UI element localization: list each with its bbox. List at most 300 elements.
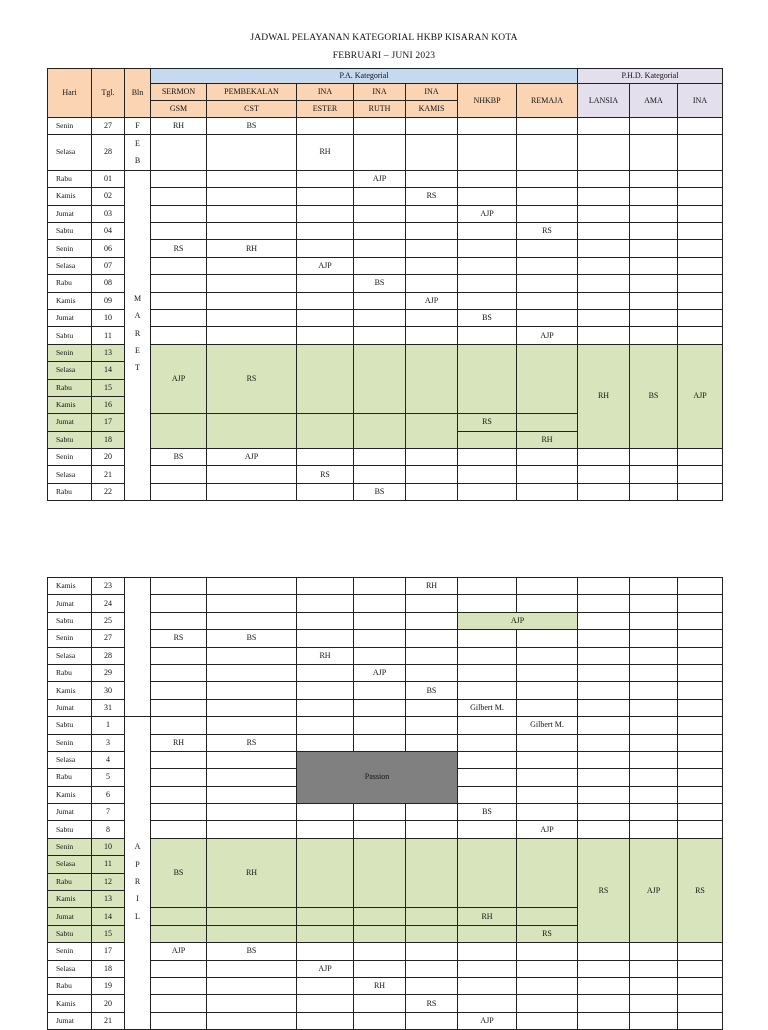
date-cell: 15 (92, 925, 125, 942)
month-letter: A (134, 842, 141, 852)
day-cell: Rabu (48, 873, 92, 890)
nhkbp-cell (458, 275, 517, 292)
ina-ruth-cell (354, 240, 406, 257)
ina-ester-cell: AJP (297, 960, 354, 977)
ama-cell (630, 578, 678, 595)
col-header-ina-ester-1: INA (297, 84, 354, 101)
ina-ruth-cell (354, 647, 406, 664)
ina-ester-cell (297, 977, 354, 994)
day-cell: Senin (48, 344, 92, 361)
ina-ester-cell (297, 925, 354, 942)
ina-ruth-cell (354, 734, 406, 751)
ina-phd-cell (678, 222, 723, 239)
sermon-gsm-cell (151, 188, 207, 205)
lansia-cell (578, 309, 630, 326)
nhkbp-cell (458, 630, 517, 647)
col-header-sermon-2: GSM (151, 101, 207, 118)
sermon-gsm-cell (151, 578, 207, 595)
sermon-gsm-cell (151, 595, 207, 612)
sermon-gsm-cell (151, 257, 207, 274)
ina-ester-cell (297, 664, 354, 681)
remaja-cell (517, 751, 578, 768)
day-cell: Senin (48, 943, 92, 960)
remaja-cell (517, 734, 578, 751)
passion-block: Passion (297, 751, 458, 803)
ina-ruth-cell (354, 612, 406, 629)
ina-ruth-cell (354, 630, 406, 647)
date-cell: 13 (92, 891, 125, 908)
ina-phd-cell (678, 995, 723, 1012)
pembekalan-cst-cell (207, 595, 297, 612)
day-cell: Jumat (48, 804, 92, 821)
month-label-cell (125, 717, 151, 1030)
ina-kamis-cell (406, 664, 458, 681)
pembekalan-cst-cell (207, 1012, 297, 1029)
remaja-cell (517, 995, 578, 1012)
ina-ruth-cell: AJP (354, 170, 406, 187)
remaja-cell (517, 578, 578, 595)
date-cell: 08 (92, 275, 125, 292)
ina-kamis-cell (406, 309, 458, 326)
lansia-cell (578, 682, 630, 699)
col-header-ama: AMA (630, 84, 678, 118)
ina-kamis-cell (406, 734, 458, 751)
sermon-gsm-cell: BS (151, 449, 207, 466)
month-letter: E (135, 139, 140, 148)
ina-phd-cell (678, 327, 723, 344)
schedule-subtitle: FEBRUARI – JUNI 2023 (332, 51, 436, 61)
ina-ester-cell: AJP (297, 257, 354, 274)
ina-ruth-cell (354, 838, 406, 908)
sermon-gsm-cell (151, 977, 207, 994)
date-cell: 06 (92, 240, 125, 257)
pembekalan-cst-cell (207, 977, 297, 994)
nhkbp-cell (458, 943, 517, 960)
nhkbp-cell (458, 821, 517, 838)
lansia-cell (578, 943, 630, 960)
remaja-cell: RS (517, 925, 578, 942)
remaja-cell (517, 205, 578, 222)
ama-cell (630, 483, 678, 500)
lansia-cell (578, 327, 630, 344)
col-header-ina-ruth-1: INA (354, 84, 406, 101)
remaja-cell (517, 170, 578, 187)
lansia-cell (578, 647, 630, 664)
ina-kamis-cell: RS (406, 995, 458, 1012)
lansia-cell (578, 188, 630, 205)
ina-phd-cell (678, 275, 723, 292)
pembekalan-cst-cell: BS (207, 943, 297, 960)
sermon-gsm-cell (151, 327, 207, 344)
ina-phd-cell (678, 717, 723, 734)
day-cell: Rabu (48, 769, 92, 786)
ina-kamis-cell (406, 612, 458, 629)
day-cell: Jumat (48, 908, 92, 925)
pembekalan-cst-cell: RS (207, 734, 297, 751)
schedule-table-feb-mar (47, 68, 723, 501)
lansia-cell (578, 804, 630, 821)
nhkbp-cell (458, 995, 517, 1012)
ama-cell (630, 466, 678, 483)
ina-kamis-cell (406, 344, 458, 414)
col-header-remaja: REMAJA (517, 84, 578, 118)
ina-ruth-cell: BS (354, 483, 406, 500)
nhkbp-cell (458, 449, 517, 466)
day-cell: Selasa (48, 960, 92, 977)
ina-ruth-cell (354, 449, 406, 466)
lansia-cell: RH (578, 344, 630, 448)
table-row (48, 135, 723, 171)
ina-phd-cell (678, 699, 723, 716)
remaja-cell (517, 1012, 578, 1029)
remaja-cell (517, 449, 578, 466)
lansia-cell (578, 578, 630, 595)
ina-ruth-cell: RH (354, 977, 406, 994)
remaja-cell (517, 977, 578, 994)
remaja-cell (517, 838, 578, 908)
lansia-cell (578, 170, 630, 187)
pembekalan-cst-cell (207, 222, 297, 239)
remaja-cell (517, 414, 578, 431)
nhkbp-cell (458, 751, 517, 768)
sermon-gsm-cell (151, 682, 207, 699)
remaja-cell (517, 769, 578, 786)
day-cell: Senin (48, 118, 92, 135)
ina-ester-cell: RH (297, 647, 354, 664)
nhkbp-cell: BS (458, 804, 517, 821)
ina-kamis-cell (406, 1012, 458, 1029)
schedule-title: JADWAL PELAYANAN KATEGORIAL HKBP KISARAN KOTA (250, 33, 518, 43)
ama-cell (630, 257, 678, 274)
day-cell: Jumat (48, 205, 92, 222)
ina-ester-cell (297, 734, 354, 751)
day-cell: Senin (48, 838, 92, 855)
col-header-ina-ruth-2: RUTH (354, 101, 406, 118)
day-cell: Jumat (48, 1012, 92, 1029)
pembekalan-cst-cell (207, 682, 297, 699)
day-cell: Selasa (48, 751, 92, 768)
remaja-cell (517, 344, 578, 414)
ina-ruth-cell (354, 188, 406, 205)
table-row (48, 118, 723, 135)
ina-ruth-cell (354, 205, 406, 222)
ina-ruth-cell (354, 925, 406, 942)
nhkbp-cell (458, 431, 517, 448)
ama-cell (630, 222, 678, 239)
date-cell: 1 (92, 717, 125, 734)
ina-phd-cell (678, 682, 723, 699)
month-letter: R (134, 328, 141, 338)
remaja-cell (517, 786, 578, 803)
col-header-ina: INA (678, 84, 723, 118)
ina-phd-cell (678, 943, 723, 960)
day-cell: Selasa (48, 647, 92, 664)
ina-ester-cell (297, 344, 354, 414)
day-cell: Rabu (48, 483, 92, 500)
day-cell: Senin (48, 240, 92, 257)
nhkbp-cell (458, 327, 517, 344)
ina-ruth-cell (354, 804, 406, 821)
pembekalan-cst-cell: RS (207, 344, 297, 414)
date-cell: 14 (92, 362, 125, 379)
sermon-gsm-cell: RH (151, 118, 207, 135)
date-cell: 14 (92, 908, 125, 925)
day-cell: Kamis (48, 682, 92, 699)
pembekalan-cst-cell (207, 925, 297, 942)
pembekalan-cst-cell (207, 647, 297, 664)
sermon-gsm-cell: AJP (151, 943, 207, 960)
ina-ruth-cell (354, 344, 406, 414)
lansia-cell (578, 612, 630, 629)
col-header-bln: Bln (125, 69, 151, 118)
ina-ester-cell (297, 483, 354, 500)
pembekalan-cst-cell: AJP (207, 449, 297, 466)
pembekalan-cst-cell (207, 612, 297, 629)
month-label-cell (125, 578, 151, 717)
date-cell: 20 (92, 995, 125, 1012)
sermon-gsm-cell (151, 466, 207, 483)
sermon-gsm-cell (151, 170, 207, 187)
pembekalan-cst-cell: RH (207, 838, 297, 908)
ina-phd-cell (678, 960, 723, 977)
ina-phd-cell (678, 118, 723, 135)
lansia-cell (578, 769, 630, 786)
ina-ester-cell (297, 699, 354, 716)
pembekalan-cst-cell (207, 257, 297, 274)
lansia-cell (578, 466, 630, 483)
remaja-cell (517, 960, 578, 977)
ina-phd-cell (678, 309, 723, 326)
ina-ruth-cell (354, 682, 406, 699)
day-cell: Jumat (48, 595, 92, 612)
ina-kamis-cell (406, 222, 458, 239)
remaja-cell: AJP (517, 821, 578, 838)
nhkbp-cell (458, 960, 517, 977)
lansia-cell (578, 449, 630, 466)
lansia-cell (578, 240, 630, 257)
col-group-phd: P.H.D. Kategorial (578, 69, 723, 84)
schedule-table-mar-apr (47, 577, 723, 1030)
sermon-gsm-cell (151, 205, 207, 222)
nhkbp-cell: Gilbert M. (458, 699, 517, 716)
nhkbp-cell (458, 925, 517, 942)
ina-phd-cell (678, 630, 723, 647)
remaja-cell (517, 275, 578, 292)
day-cell: Sabtu (48, 612, 92, 629)
day-cell: Kamis (48, 891, 92, 908)
remaja-cell (517, 135, 578, 171)
date-cell: 8 (92, 821, 125, 838)
date-cell: 03 (92, 205, 125, 222)
ina-kamis-cell (406, 699, 458, 716)
ina-kamis-cell (406, 647, 458, 664)
lansia-cell (578, 664, 630, 681)
sermon-gsm-cell: AJP (151, 344, 207, 414)
ina-ruth-cell (354, 135, 406, 171)
ina-kamis-cell (406, 257, 458, 274)
nhkbp-remaja-merged-cell: AJP (458, 612, 578, 629)
ina-phd-cell (678, 804, 723, 821)
ina-kamis-cell (406, 170, 458, 187)
ina-phd-cell (678, 292, 723, 309)
remaja-cell (517, 682, 578, 699)
date-cell: 13 (92, 344, 125, 361)
date-cell: 3 (92, 734, 125, 751)
pembekalan-cst-cell (207, 786, 297, 803)
ina-ester-cell (297, 943, 354, 960)
ina-ruth-cell (354, 717, 406, 734)
nhkbp-cell (458, 682, 517, 699)
ama-cell (630, 977, 678, 994)
nhkbp-cell (458, 240, 517, 257)
ina-ester-cell: RS (297, 466, 354, 483)
lansia-cell: RS (578, 838, 630, 942)
ina-ester-cell (297, 838, 354, 908)
date-cell: 02 (92, 188, 125, 205)
ina-kamis-cell (406, 717, 458, 734)
col-header-lansia: LANSIA (578, 84, 630, 118)
sermon-gsm-cell: RS (151, 240, 207, 257)
ina-ester-cell (297, 327, 354, 344)
ina-ester-cell (297, 240, 354, 257)
date-cell: 16 (92, 396, 125, 413)
ina-ester-cell (297, 414, 354, 449)
sermon-gsm-cell (151, 717, 207, 734)
day-cell: Sabtu (48, 925, 92, 942)
ina-kamis-cell (406, 414, 458, 449)
ama-cell (630, 995, 678, 1012)
sermon-gsm-cell (151, 135, 207, 171)
col-header-ina-kamis-2: KAMIS (406, 101, 458, 118)
ina-ester-cell (297, 630, 354, 647)
day-cell: Senin (48, 734, 92, 751)
ina-phd-cell (678, 466, 723, 483)
remaja-cell (517, 804, 578, 821)
remaja-cell (517, 257, 578, 274)
ina-ruth-cell (354, 327, 406, 344)
nhkbp-cell (458, 483, 517, 500)
remaja-cell (517, 188, 578, 205)
pembekalan-cst-cell (207, 995, 297, 1012)
ina-ruth-cell (354, 908, 406, 925)
ina-kamis-cell (406, 327, 458, 344)
ama-cell (630, 309, 678, 326)
day-cell: Rabu (48, 170, 92, 187)
day-cell: Jumat (48, 699, 92, 716)
ina-kamis-cell (406, 925, 458, 942)
day-cell: Senin (48, 449, 92, 466)
day-cell: Sabtu (48, 821, 92, 838)
nhkbp-cell: AJP (458, 1012, 517, 1029)
date-cell: 28 (92, 647, 125, 664)
day-cell: Sabtu (48, 717, 92, 734)
pembekalan-cst-cell (207, 188, 297, 205)
nhkbp-cell (458, 838, 517, 908)
month-letter: R (134, 876, 141, 886)
ama-cell: AJP (630, 838, 678, 942)
ina-phd-cell (678, 1012, 723, 1029)
date-cell: 5 (92, 769, 125, 786)
date-cell: 23 (92, 578, 125, 595)
col-header-pembekalan-1: PEMBEKALAN (207, 84, 297, 101)
ina-kamis-cell: RS (406, 188, 458, 205)
pembekalan-cst-cell (207, 309, 297, 326)
sermon-gsm-cell (151, 414, 207, 449)
date-cell: 10 (92, 838, 125, 855)
day-cell: Kamis (48, 396, 92, 413)
ama-cell (630, 804, 678, 821)
pembekalan-cst-cell: BS (207, 118, 297, 135)
day-cell: Kamis (48, 995, 92, 1012)
remaja-cell (517, 118, 578, 135)
ina-kamis-cell (406, 483, 458, 500)
remaja-cell (517, 908, 578, 925)
ina-ester-cell (297, 578, 354, 595)
lansia-cell (578, 275, 630, 292)
sermon-gsm-cell (151, 769, 207, 786)
sermon-gsm-cell (151, 960, 207, 977)
pembekalan-cst-cell (207, 578, 297, 595)
date-cell: 17 (92, 414, 125, 431)
remaja-cell (517, 309, 578, 326)
date-cell: 22 (92, 483, 125, 500)
nhkbp-cell (458, 647, 517, 664)
table-row (48, 717, 723, 734)
ina-ester-cell (297, 804, 354, 821)
pembekalan-cst-cell (207, 275, 297, 292)
ina-phd-cell (678, 188, 723, 205)
ina-kamis-cell (406, 943, 458, 960)
ina-phd-cell (678, 751, 723, 768)
date-cell: 18 (92, 960, 125, 977)
date-cell: 27 (92, 630, 125, 647)
ina-phd-cell (678, 734, 723, 751)
date-cell: 20 (92, 449, 125, 466)
remaja-cell (517, 699, 578, 716)
ina-ester-cell (297, 995, 354, 1012)
month-letter: T (135, 363, 140, 373)
nhkbp-cell (458, 786, 517, 803)
date-cell: 10 (92, 309, 125, 326)
remaja-cell (517, 595, 578, 612)
ama-cell (630, 960, 678, 977)
pembekalan-cst-cell (207, 821, 297, 838)
ina-ester-cell (297, 717, 354, 734)
lansia-cell (578, 734, 630, 751)
month-label-cell (125, 170, 151, 500)
pembekalan-cst-cell (207, 664, 297, 681)
remaja-cell (517, 466, 578, 483)
ina-phd-cell (678, 612, 723, 629)
ina-ruth-cell (354, 414, 406, 449)
ama-cell: BS (630, 344, 678, 448)
table-row (48, 578, 723, 595)
lansia-cell (578, 292, 630, 309)
pembekalan-cst-cell (207, 960, 297, 977)
month-letter: A (134, 311, 141, 321)
month-letter: E (135, 346, 140, 356)
pembekalan-cst-cell (207, 483, 297, 500)
ina-phd-cell (678, 240, 723, 257)
ina-kamis-cell: BS (406, 682, 458, 699)
month-letters (125, 171, 150, 377)
pembekalan-cst-cell (207, 699, 297, 716)
pembekalan-cst-cell (207, 466, 297, 483)
ama-cell (630, 699, 678, 716)
date-cell: 30 (92, 682, 125, 699)
ina-ruth-cell (354, 995, 406, 1012)
col-header-ina-kamis-1: INA (406, 84, 458, 101)
